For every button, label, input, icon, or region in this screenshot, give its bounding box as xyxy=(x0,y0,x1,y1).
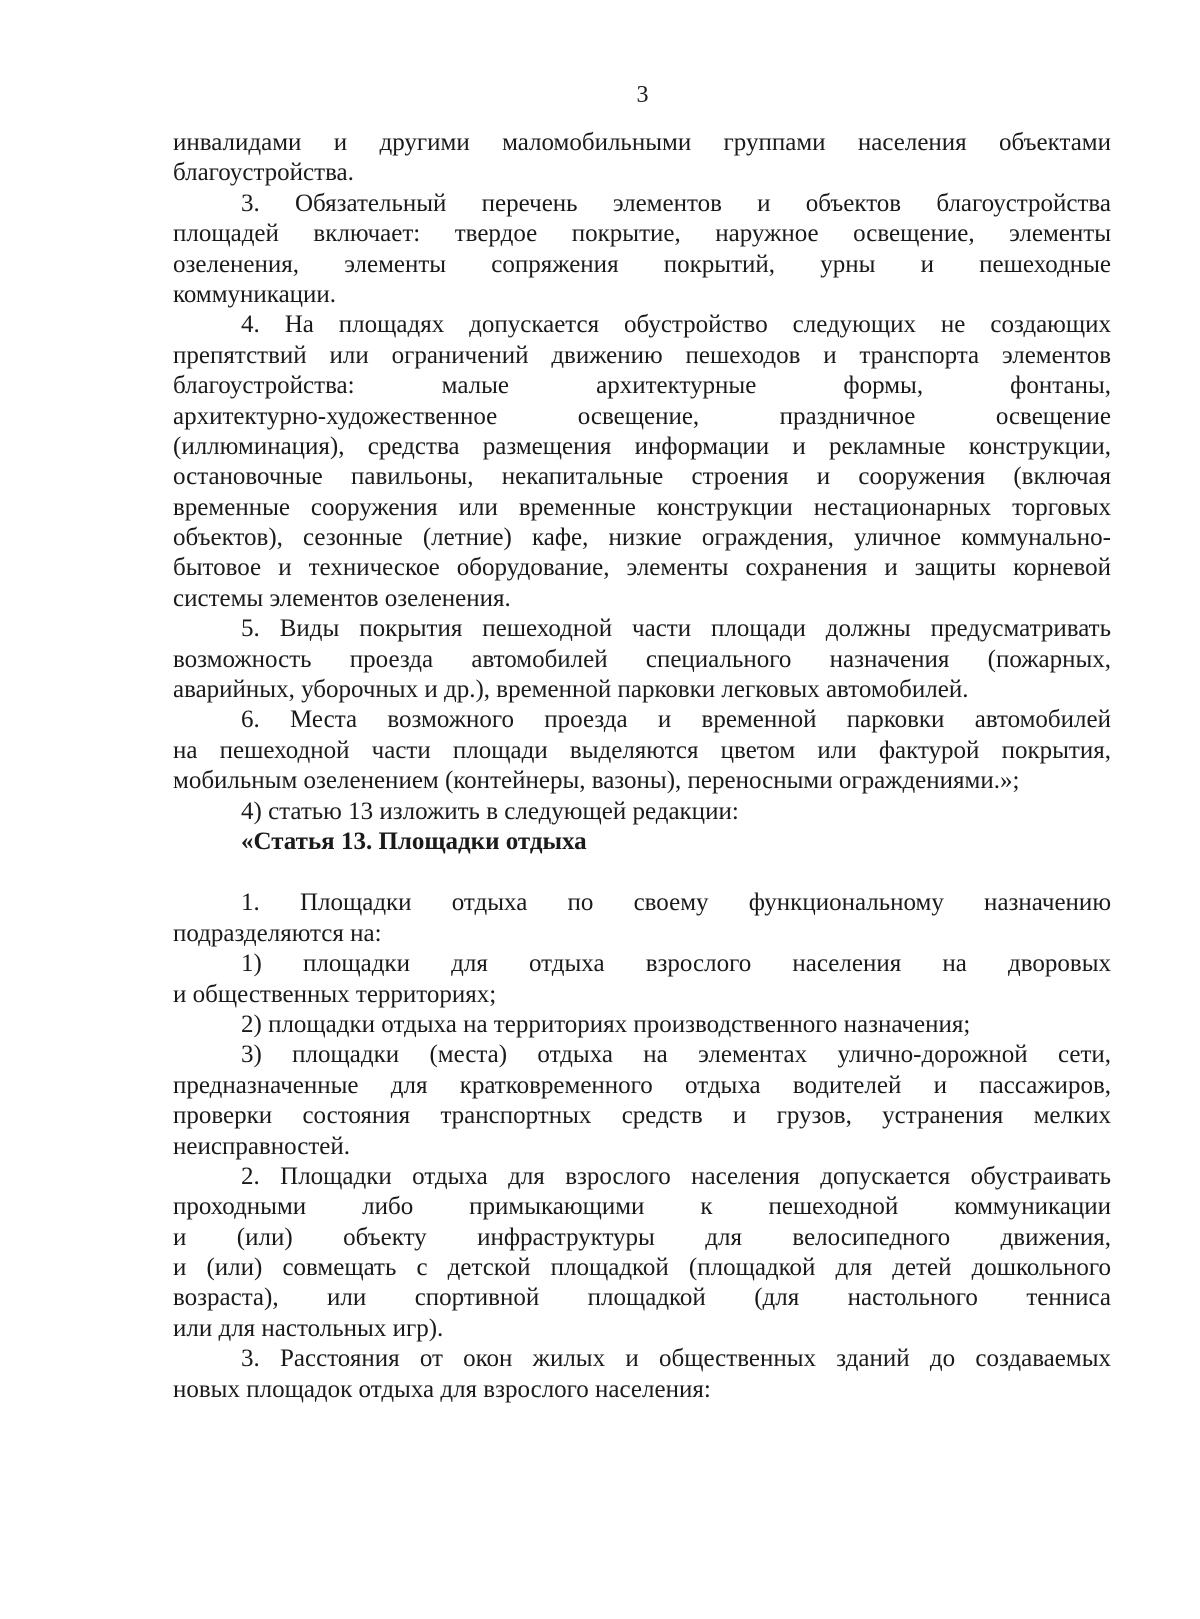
text-line: бытовое и техническое оборудование, элементы сохранения и защиты корневой xyxy=(173,554,1111,582)
list-item-3: 3) площадки (места) отдыха на элементах улично-дорожной сети, xyxy=(241,1041,1111,1069)
text-line: (иллюминация), средства размещения информации и рекламные конструкции, xyxy=(173,432,1111,460)
article-heading: «Статья 13. Площадки отдыха xyxy=(241,827,587,855)
text-line: новых площадок отдыха для взрослого населения: xyxy=(173,1375,711,1403)
text-line: возможность проезда автомобилей специального назначения (пожарных, xyxy=(173,645,1111,673)
article-paragraph-2-start: 2. Площадки отдыха для взрослого населения допускается обустраивать xyxy=(241,1162,1111,1190)
text-line: озеленения, элементы сопряжения покрытий, урны и пешеходные xyxy=(173,250,1111,278)
text-line: остановочные павильоны, некапитальные строения и сооружения (включая xyxy=(173,463,1111,491)
paragraph-3-start: 3. Обязательный перечень элементов и объектов благоустройства xyxy=(241,189,1111,217)
text-line: на пешеходной части площади выделяются цветом или фактурой покрытия, xyxy=(173,736,1111,764)
list-item-2: 2) площадки отдыха на территориях производственного назначения; xyxy=(241,1010,971,1038)
text-line: системы элементов озеленения. xyxy=(173,584,511,612)
article-paragraph-3-start: 3. Расстояния от окон жилых и общественных зданий до создаваемых xyxy=(241,1345,1111,1373)
text-line: проверки состояния транспортных средств и грузов, устранения мелких xyxy=(173,1102,1111,1130)
paragraph-5-start: 5. Виды покрытия пешеходной части площади должны предусматривать xyxy=(241,615,1111,643)
text-line: неисправностей. xyxy=(173,1132,350,1160)
paragraph-4-start: 4. На площадях допускается обустройство следующих не создающих xyxy=(241,311,1111,339)
text-line: и (или) объекту инфраструктуры для велосипедного движения, xyxy=(173,1223,1111,1251)
text-line: объектов), сезонные (летние) кафе, низкие ограждения, уличное коммунально- xyxy=(173,524,1111,552)
text-line: и общественных территориях; xyxy=(173,980,497,1008)
page-number: 3 xyxy=(636,82,649,108)
text-line: архитектурно-художественное освещение, праздничное освещение xyxy=(173,402,1111,430)
text-line: инвалидами и другими маломобильными группами населения объектами xyxy=(173,129,1111,156)
text-line: временные сооружения или временные конструкции нестационарных торговых xyxy=(173,493,1111,521)
heading-spacer xyxy=(173,857,1111,888)
text-line: проходными либо примыкающими к пешеходной коммуникации xyxy=(173,1193,1111,1221)
text-line: коммуникации. xyxy=(173,280,337,308)
text-line: благоустройства: малые архитектурные формы, фонтаны, xyxy=(173,372,1111,400)
text-line: благоустройства. xyxy=(173,159,354,187)
text-line: мобильным озеленением (контейнеры, вазоны), переносными ограждениями.»; xyxy=(173,767,1020,795)
article-paragraph-1-start: 1. Площадки отдыха по своему функциональному назначению xyxy=(241,889,1111,917)
text-line: или для настольных игр). xyxy=(173,1314,444,1342)
text-line: аварийных, уборочных и др.), временной парковки легковых автомобилей. xyxy=(173,676,969,704)
list-item-1: 1) площадки для отдыха взрослого населения на дворовых xyxy=(241,950,1111,978)
text-line: препятствий или ограничений движению пешеходов и транспорта элементов xyxy=(173,341,1111,369)
text-line: площадей включает: твердое покрытие, наружное освещение, элементы xyxy=(173,220,1111,248)
document-body xyxy=(173,128,1111,1405)
text-line: и (или) совмещать с детской площадкой (площадкой для детей дошкольного xyxy=(173,1254,1111,1282)
text-line: возраста), или спортивной площадкой (для настольного тенниса xyxy=(173,1284,1111,1312)
amendment-item-4: 4) статью 13 изложить в следующей редакции: xyxy=(241,797,739,825)
paragraph-6-start: 6. Места возможного проезда и временной парковки автомобилей xyxy=(241,706,1111,734)
text-line: подразделяются на: xyxy=(173,919,382,947)
text-line: предназначенные для кратковременного отдыха водителей и пассажиров, xyxy=(173,1071,1111,1099)
